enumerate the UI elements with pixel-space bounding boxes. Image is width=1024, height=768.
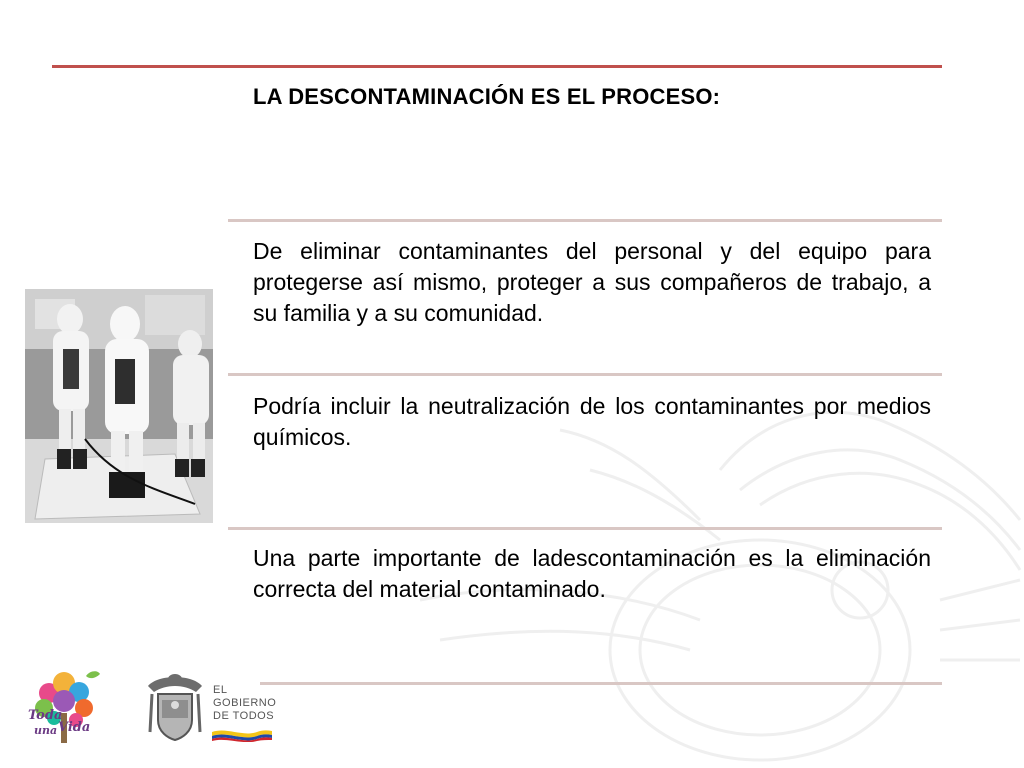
gobierno-de-todos-wordmark — [213, 684, 276, 723]
paragraph-3: Una parte importante de ladescontaminación es la eliminación correcta del material contaminado. — [253, 545, 931, 602]
campaign-word-vida: Vida — [58, 720, 91, 735]
section-divider — [228, 373, 942, 376]
slide-title: LA DESCONTAMINACIÓN ES EL PROCESO: — [253, 84, 721, 109]
campaign-word-una: una — [34, 724, 58, 737]
top-accent-rule — [52, 65, 942, 68]
gov-line-de-todos: DE TODOS — [213, 710, 275, 722]
flag-ribbon-icon — [212, 728, 272, 742]
paragraph-2: Podría incluir la neutralización de los contaminantes por medios químicos. — [253, 393, 931, 450]
paragraph-1: De eliminar contaminantes del personal y del equipo para protegerse así mismo, proteger a sus compañeros de trabajo, a su familia y a su comunidad. — [253, 238, 931, 326]
section-divider — [228, 219, 942, 222]
ecuador-shield-logo — [144, 672, 206, 744]
footer-divider — [260, 682, 942, 685]
campaign-word-toda: Toda — [28, 708, 63, 723]
section-divider — [228, 527, 942, 530]
gov-line-gobierno: GOBIERNO — [213, 697, 277, 709]
gov-line-el: EL — [213, 684, 228, 696]
hazmat-workers-photo — [25, 289, 213, 523]
